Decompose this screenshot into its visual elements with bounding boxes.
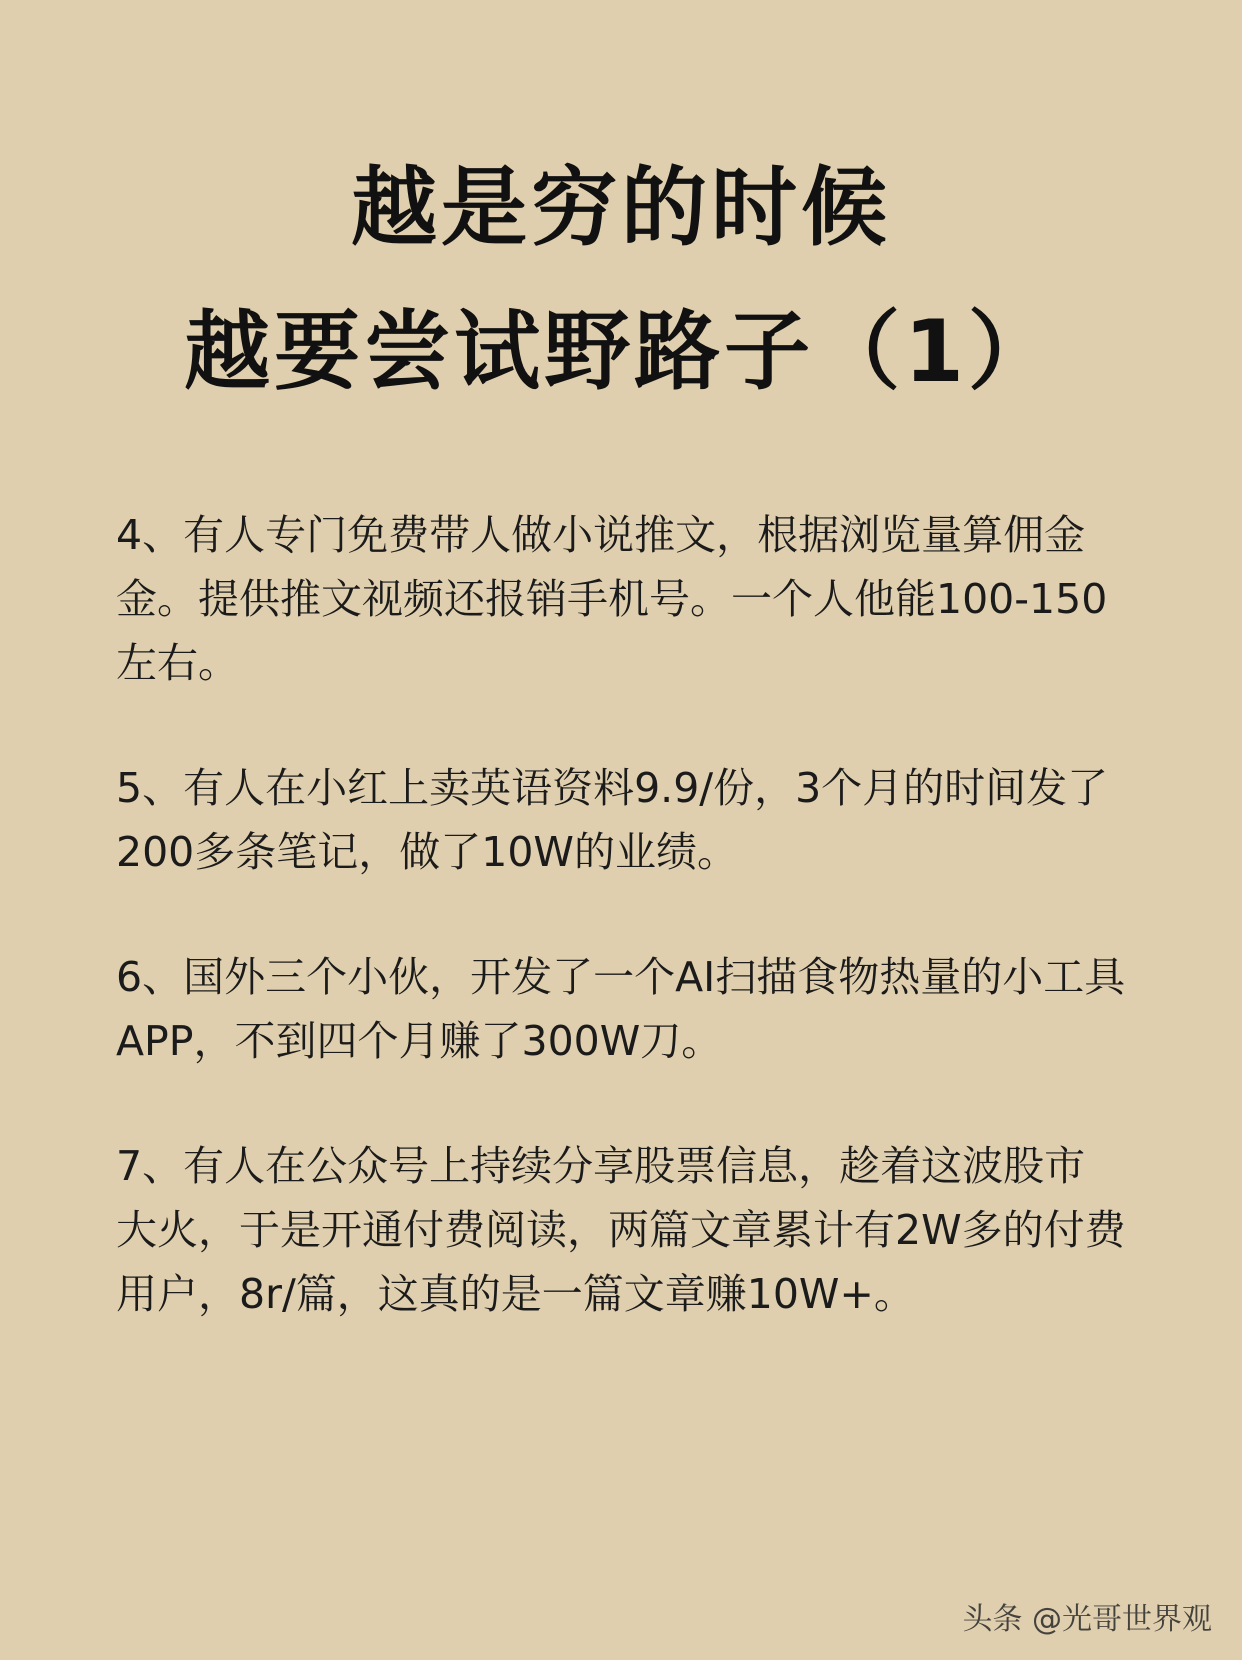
source-watermark: 头条 @光哥世界观 <box>962 1602 1212 1637</box>
paragraph-item-4: 4、有人专门免费带人做小说推文，根据浏览量算佣金金。提供推文视频还报销手机号。一个人他能100-150左右。 <box>116 511 1108 687</box>
page-title-line-1: 越是穷的时候 <box>351 158 891 258</box>
paragraph-item-7: 7、有人在公众号上持续分享股票信息，趁着这波股市大火，于是开通付费阅读，两篇文章累计有2W多的付费用户，8r/篇，这真的是一篇文章赚10W+。 <box>116 1142 1126 1318</box>
paragraph-item-5: 5、有人在小红上卖英语资料9.9/份，3个月的时间发了200多条笔记，做了10W的业绩。 <box>116 764 1109 876</box>
page-title-line-2: 越要尝试野路子（1） <box>184 302 1058 402</box>
paragraph-item-6: 6、国外三个小伙，开发了一个AI扫描食物热量的小工具APP，不到四个月赚了300W刀。 <box>116 953 1126 1065</box>
